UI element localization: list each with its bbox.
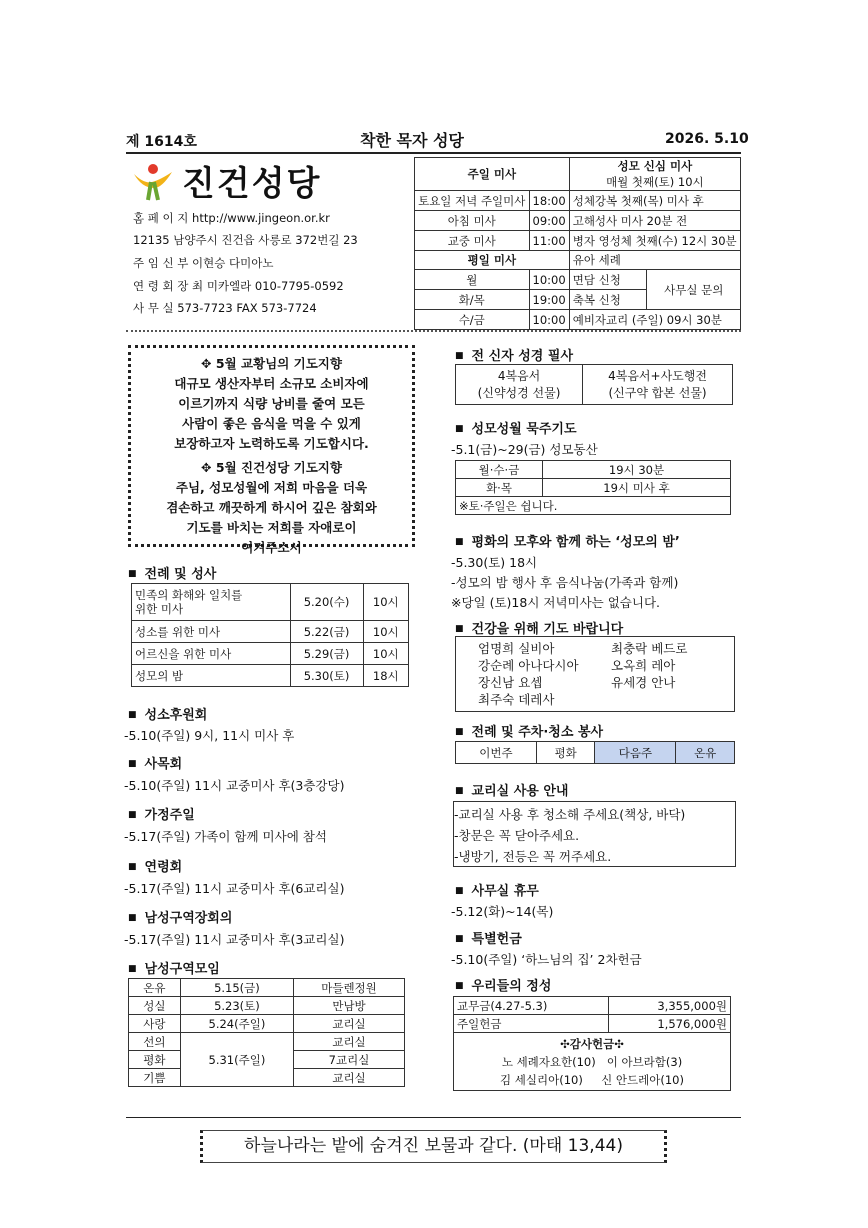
bulletin-date: 2026. 5.10: [665, 131, 749, 147]
table-cell: 선의: [129, 1033, 181, 1051]
table-cell: 화/목: [415, 290, 530, 310]
table-cell: 주일헌금: [454, 1015, 609, 1033]
table-cell: 교무금(4.27-5.3): [454, 997, 609, 1015]
dotted-divider: [126, 330, 741, 332]
table-cell: 토요일 저녁 주일미사: [415, 191, 530, 211]
table-cell: 성실: [129, 997, 181, 1015]
table-cell: 5.30(토): [290, 665, 363, 687]
prayer-text: 주님, 성모성월에 저희 마음을 더욱: [175, 480, 368, 495]
info-address: 12135 남양주시 진건읍 사릉로 372번길 23: [133, 233, 358, 247]
list-item: 최충락 베드로: [611, 641, 688, 656]
table-cell: 아침 미사: [415, 211, 530, 231]
district-meeting-title: ■ 남성구역모임: [128, 958, 220, 977]
family-sunday-line: -5.17(주일) 가족이 함께 미사에 참석: [124, 829, 327, 844]
list-item: 최주숙 데레사: [478, 692, 555, 707]
table-cell: 18:00: [529, 191, 569, 211]
classroom-line: -교리실 사용 후 청소해 주세요(책상, 바닥): [454, 807, 686, 822]
rosary-period: -5.1(금)~29(금) 성모동산: [451, 442, 598, 457]
pastoral-council-title: ■ 사목회: [128, 753, 182, 772]
thanks-line: 노 세례자요한(10) 이 아브라함(3): [501, 1054, 683, 1069]
list-item: 장신남 요셉: [478, 675, 543, 690]
table-cell: 온유: [129, 979, 181, 997]
prayer-text: 대규모 생산자부터 소규모 소비자에: [174, 376, 369, 391]
table-cell: 19:00: [529, 290, 569, 310]
cross-icon: ✥: [201, 460, 216, 475]
classroom-title: ■ 교리실 사용 안내: [455, 780, 568, 799]
table-cell: 병자 영성체 첫째(수) 12시 30분: [569, 231, 740, 251]
table-cell: 5.24(주일): [180, 1015, 293, 1033]
table-cell: 10시: [363, 621, 408, 643]
table-cell: 어르신을 위한 미사: [132, 643, 291, 665]
prayer-text: 기도를 바치는 저희를 자애로이: [186, 520, 357, 535]
table-cell: 10시: [363, 643, 408, 665]
table-cell: 4복음서 (신약성경 선물): [456, 365, 583, 405]
table-cell: 성소를 위한 미사: [132, 621, 291, 643]
special-offering-line: -5.10(주일) ‘하느님의 집’ 2차헌금: [451, 952, 642, 967]
info-homepage: 홈 페 이 지 http://www.jingeon.or.kr: [133, 211, 330, 225]
thanks-title: ✣감사헌금✣: [560, 1036, 624, 1051]
table-cell: 평화: [536, 742, 595, 764]
table-cell: 마들렌정원: [294, 979, 405, 997]
list-item: 강순례 아나다시아: [478, 658, 579, 673]
sunday-mass-head: 주일 미사: [415, 158, 570, 191]
funeral-society-line: -5.17(주일) 11시 교중미사 후(6교리실): [124, 881, 345, 896]
prayer-text: 사람이 좋은 음식을 먹을 수 있게: [182, 416, 361, 431]
mary-night-line: -성모의 밤 행사 후 음식나눔(가족과 함께): [451, 575, 679, 590]
table-cell: 3,355,000원: [608, 997, 730, 1015]
bible-table: [455, 364, 733, 405]
devotion-head: 성모 신심 미사 매월 첫째(토) 10시: [569, 158, 740, 191]
table-cell: 7교리실: [294, 1051, 405, 1069]
table-cell: 19시 미사 후: [543, 479, 731, 497]
district-leaders-title: ■ 남성구역장회의: [128, 907, 232, 926]
mary-night-line: ※당일 (토)18시 저녁미사는 없습니다.: [451, 595, 661, 610]
classroom-line: -창문은 꼭 닫아주세요.: [454, 828, 580, 843]
footer-quote: 하늘나라는 밭에 숨겨진 보물과 같다. (마태 13,44): [244, 1136, 623, 1156]
infant-baptism: 유아 세례: [569, 251, 740, 270]
logo-text: 진건성당: [182, 164, 322, 204]
table-cell: 19시 30분: [543, 461, 731, 479]
table-cell: 만남방: [294, 997, 405, 1015]
classroom-line: -냉방기, 전등은 꼭 꺼주세요.: [454, 849, 612, 864]
table-cell: 10:00: [529, 310, 569, 330]
prayer-text: 여겨주소서: [241, 540, 302, 555]
table-cell: 4복음서+사도행전 (신구약 합본 선물): [583, 365, 733, 405]
bible-title: ■ 전 신자 성경 필사: [455, 345, 573, 364]
thanks-offering: [454, 1033, 731, 1091]
health-list: [455, 636, 735, 712]
list-item: 엄명희 실비아: [478, 641, 555, 656]
offering-table: [453, 996, 731, 1091]
prayer-intention-box: [128, 345, 415, 555]
district-leaders-line: -5.17(주일) 11시 교중미사 후(3교리실): [124, 932, 345, 947]
pastoral-council-line: -5.10(주일) 11시 교중미사 후(3층강당): [124, 778, 345, 793]
vocation-support-title: ■ 성소후원회: [128, 704, 207, 723]
table-cell: 교중 미사: [415, 231, 530, 251]
list-item: 오옥희 레아: [611, 658, 676, 673]
service-title: ■ 전례 및 주차·청소 봉사: [455, 721, 603, 740]
table-cell: 11:00: [529, 231, 569, 251]
table-cell: 수/금: [415, 310, 530, 330]
table-cell: 성체강복 첫째(목) 미사 후: [569, 191, 740, 211]
table-cell: 교리실: [294, 1033, 405, 1051]
table-cell: 기쁨: [129, 1069, 181, 1087]
table-cell: 월·수·금: [456, 461, 543, 479]
special-offering-title: ■ 특별헌금: [455, 928, 522, 947]
table-cell: 성모의 밤: [132, 665, 291, 687]
vocation-support-line: -5.10(주일) 9시, 11시 미사 후: [124, 728, 295, 743]
info-office: 사 무 실 573-7723 FAX 573-7724: [133, 301, 317, 315]
table-cell: 09:00: [529, 211, 569, 231]
table-cell: 화·목: [456, 479, 543, 497]
table-cell: 축복 신청: [569, 290, 647, 310]
table-cell: 민족의 화해와 일치를 위한 미사: [132, 584, 291, 621]
table-cell: 평화: [129, 1051, 181, 1069]
mary-night-line: -5.30(토) 18시: [451, 555, 538, 570]
table-cell: 온유: [676, 742, 735, 764]
classroom-box: [453, 801, 736, 867]
bulletin-title: 착한 목자 성당: [360, 131, 464, 150]
table-cell: 5.15(금): [180, 979, 293, 997]
rosary-title: ■ 성모성월 묵주기도: [455, 418, 577, 437]
prayer-text: 이르기까지 식량 낭비를 줄여 모든: [178, 396, 365, 411]
health-title: ■ 건강을 위해 기도 바랍니다: [455, 618, 623, 637]
footer-quote-box: [200, 1130, 667, 1163]
table-cell: 1,576,000원: [608, 1015, 730, 1033]
table-cell: 18시: [363, 665, 408, 687]
offering-title: ■ 우리들의 정성: [455, 975, 551, 994]
mass-schedule-table: [414, 157, 741, 330]
table-cell: 5.31(주일): [180, 1033, 293, 1087]
table-cell: 면담 신청: [569, 270, 647, 290]
table-cell: 10시: [363, 584, 408, 621]
figure-logo-icon: [130, 162, 176, 202]
parish-intention-title: ✥ 5월 진건성당 기도지향: [201, 460, 342, 475]
issue-number: 제 1614호: [126, 134, 197, 150]
weekday-mass-head: 평일 미사: [415, 251, 570, 270]
prayer-text: 겸손하고 깨끗하게 하시어 깊은 참회와: [166, 500, 377, 515]
table-cell: 월: [415, 270, 530, 290]
footer-rule: [126, 1117, 741, 1118]
info-pastor: 주 임 신 부 이현승 다미아노: [133, 256, 274, 270]
info-funeral-chief: 연 령 회 장 최 미카엘라 010-7795-0592: [133, 279, 344, 293]
table-cell: ※토·주일은 쉽니다.: [456, 497, 731, 515]
list-item: 유세경 안나: [611, 675, 676, 690]
family-sunday-title: ■ 가정주일: [128, 804, 195, 823]
table-cell: 교리실: [294, 1015, 405, 1033]
prayer-text: 보장하고자 노력하도록 기도합시다.: [174, 436, 369, 451]
table-cell: 이번주: [456, 742, 537, 764]
table-cell: 교리실: [294, 1069, 405, 1087]
office-inquiry: 사무실 문의: [647, 270, 741, 310]
table-cell: 5.29(금): [290, 643, 363, 665]
table-cell: 5.23(토): [180, 997, 293, 1015]
rosary-table: [455, 460, 731, 515]
table-cell: 5.20(수): [290, 584, 363, 621]
pope-intention-title: ✥ 5월 교황님의 기도지향: [201, 356, 342, 371]
cross-icon: ✥: [201, 356, 216, 371]
service-table: [455, 741, 735, 764]
office-closed-line: -5.12(화)~14(목): [451, 904, 554, 919]
liturgy-table: [131, 583, 409, 687]
table-cell: 사랑: [129, 1015, 181, 1033]
table-cell: 5.22(금): [290, 621, 363, 643]
thanks-line: 김 세실리아(10) 신 안드레아(10): [500, 1072, 684, 1087]
logo: [130, 160, 360, 204]
table-cell: 예비자교리 (주일) 09시 30분: [569, 310, 740, 330]
office-closed-title: ■ 사무실 휴무: [455, 880, 539, 899]
liturgy-title: ■ 전례 및 성사: [128, 563, 216, 582]
table-cell: 다음주: [595, 742, 676, 764]
funeral-society-title: ■ 연령회: [128, 856, 182, 875]
mary-night-title: ■ 평화의 모후와 함께 하는 ‘성모의 밤’: [455, 531, 680, 550]
district-table: [128, 978, 405, 1087]
table-cell: 10:00: [529, 270, 569, 290]
header-rule: [126, 152, 741, 154]
table-cell: 고해성사 미사 20분 전: [569, 211, 740, 231]
